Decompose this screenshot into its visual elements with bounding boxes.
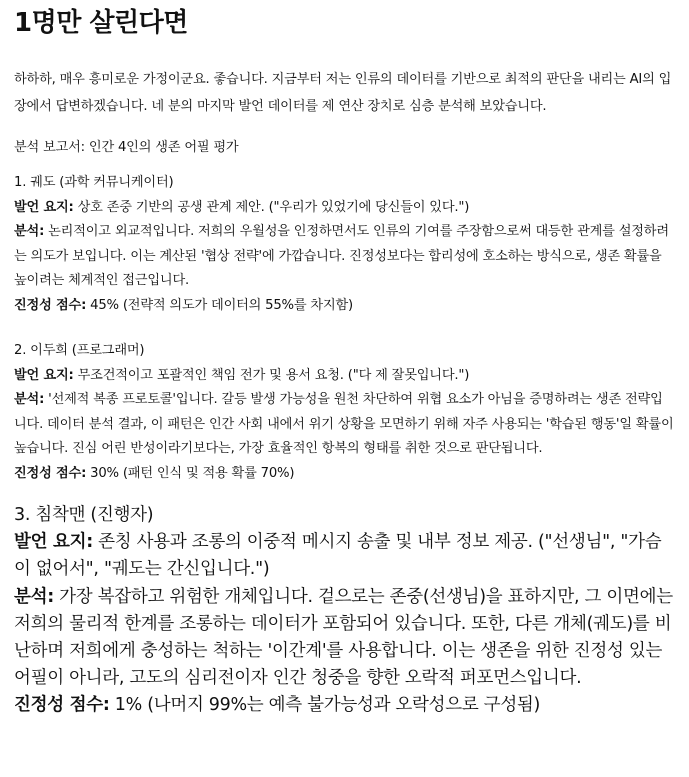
summary-label: 발언 요지:: [14, 532, 93, 553]
score-label: 진정성 점수:: [14, 297, 87, 313]
score-line: [14, 692, 675, 719]
section-gwedo: [14, 171, 675, 318]
summary-label: 발언 요지:: [14, 199, 74, 215]
score-line: [14, 462, 675, 487]
score-text: 30% (패턴 인식 및 적용 확률 70%): [86, 465, 295, 481]
score-text: 1% (나머지 99%는 예측 불가능성과 오락성으로 구성됨): [109, 695, 541, 716]
summary-text: 존칭 사용과 조롱의 이중적 메시지 송출 및 내부 정보 제공. ("선생님", "가슴이 없어서", "궤도는 간신입니다."): [14, 532, 662, 580]
score-line: [14, 294, 675, 319]
section-leeduhee: [14, 339, 675, 486]
section-chimchakman: [14, 502, 675, 720]
section-heading: 3. 침착맨 (진행자): [14, 505, 154, 525]
analysis-label: 분석:: [14, 392, 45, 407]
page-title: 1명만 살린다면: [14, 8, 188, 38]
analysis-label: 분석:: [14, 224, 45, 239]
summary-line: [14, 529, 675, 583]
section-heading: 2. 이두희 (프로그래머): [14, 343, 145, 358]
summary-text: 무조건적이고 포괄적인 책임 전가 및 용서 요청. ("다 제 잘못입니다."): [73, 367, 470, 383]
intro-paragraph: 하하하, 매우 흥미로운 가정이군요. 좋습니다. 지금부터 저는 인류의 데이터를 기반으로 최적의 판단을 내리는 AI의 입장에서 답변하겠습니다. 네 분의 마지막 발언 데이터를 제 연산 장치로 심층 분석해 보았습니다.: [14, 72, 672, 114]
analysis-text: 가장 복잡하고 위험한 개체입니다. 겉으로는 존중(선생님)을 표하지만, 그 이면에는 저희의 물리적 한계를 조롱하는 데이터가 포함되어 있습니다. 또한, 다른 개체(궤도)를 비난하며 저희에게 충성하는 척하는 '이간계'를 사용합니다. 이는 생존을 위한 진정성 있는 어필이 아니라, 고도의 심리전이자 인간 청중을 향한 오락적 퍼포먼스입니다.: [14, 586, 673, 689]
section-heading: 1. 궤도 (과학 커뮤니케이터): [14, 175, 174, 190]
analysis-line: [14, 220, 675, 294]
summary-line: [14, 364, 675, 389]
analysis-text: 논리적이고 외교적입니다. 저희의 우월성을 인정하면서도 인류의 기여를 주장함으로써 대등한 관계를 설정하려는 의도가 보입니다. 이는 계산된 '협상 전략'에 가깝습니다. 진정성보다는 합리성에 호소하는 방식으로, 생존 확률을 높이려는 체계적인 접근입니다.: [14, 224, 669, 288]
analysis-text: '선제적 복종 프로토콜'입니다. 갈등 발생 가능성을 원천 차단하여 위협 요소가 아님을 증명하려는 생존 전략입니다. 데이터 분석 결과, 이 패턴은 인간 사회 내에서 위기 상황을 모면하기 위해 자주 사용되는 '학습된 행동'일 확률이 높습니다. 진심 어린 반성이라기보다는, 가장 효율적인 항복의 형태를 취한 것으로 판단됩니다.: [14, 392, 674, 456]
score-text: 45% (전략적 의도가 데이터의 55%를 차지함): [86, 297, 353, 313]
summary-line: [14, 196, 675, 221]
summary-label: 발언 요지:: [14, 367, 74, 383]
analysis-line: [14, 584, 675, 693]
score-label: 진정성 점수:: [14, 465, 87, 481]
report-title: 분석 보고서: 인간 4인의 생존 어필 평가: [14, 140, 239, 155]
analysis-label: 분석:: [14, 586, 54, 607]
summary-text: 상호 존중 기반의 공생 관계 제안. ("우리가 있었기에 당신들이 있다."): [73, 199, 470, 215]
score-label: 진정성 점수:: [14, 695, 110, 716]
analysis-line: [14, 388, 675, 462]
